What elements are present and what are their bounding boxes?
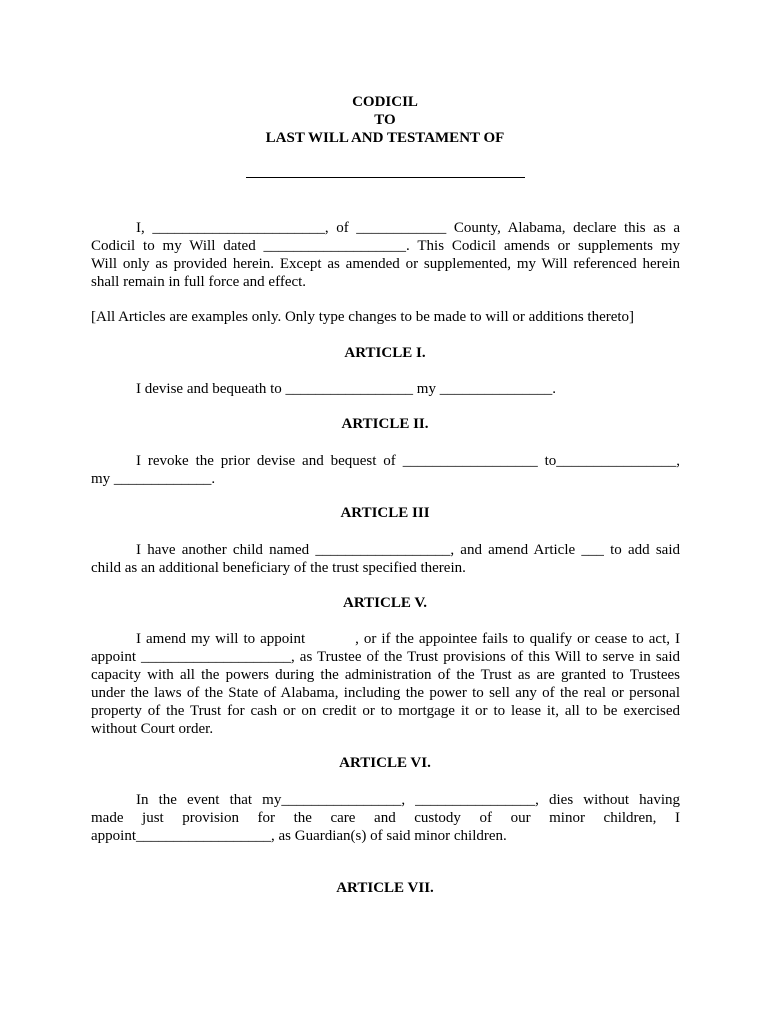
article-1-heading: ARTICLE I. [344,345,426,361]
article-2-line-1: I revoke the prior devise and bequest of __________________ to________________, [136,453,680,469]
intro-line-2: Codicil to my Will dated ___________________. This Codicil amends or supplements my [91,238,680,254]
article-1-text: I devise and bequeath to _________________ my _______________. [136,381,556,397]
article-5-line-1: I amend my will to appoint , or if the appointee fails to qualify or cease to act, I [136,631,680,647]
article-5-line-4: under the laws of the State of Alabama, including the power to sell any of the real or personal [91,685,680,701]
article-3-heading: ARTICLE III [340,505,430,521]
intro-line-1: I, _______________________, of ____________ County, Alabama, declare this as a [136,220,680,236]
title-codicil: CODICIL [352,94,418,110]
article-3-line-2: child as an additional beneficiary of the trust specified therein. [91,560,466,576]
article-3-paragraph [91,541,680,577]
article-2-line-2: my _____________. [91,471,216,487]
article-7-heading: ARTICLE VII. [336,880,434,896]
title-last-will: LAST WILL AND TESTAMENT OF [265,130,505,146]
article-6-heading: ARTICLE VI. [339,755,431,771]
intro-paragraph [91,219,680,291]
article-6-line-2: made just provision for the care and custody of our minor children, I [91,810,680,826]
article-6-line-1: In the event that my________________, ________________, dies without having [136,792,680,808]
article-5-line-3: capacity with all the powers during the administration of the Trust as are granted to Trustees [91,667,680,683]
article-5-line-2: appoint ____________________, as Trustee of the Trust provisions of this Will to serve in said [91,649,680,665]
article-2-heading: ARTICLE II. [341,416,429,432]
title-to: TO [374,112,396,128]
article-5-paragraph [91,630,680,738]
article-6-line-3: appoint__________________, as Guardian(s) of said minor children. [91,828,507,844]
article-5-line-6: without Court order. [91,721,214,737]
examples-note: [All Articles are examples only. Only type changes to be made to will or additions thereto] [91,309,635,325]
article-2-paragraph [91,452,680,488]
article-6-paragraph [91,791,680,845]
article-5-heading: ARTICLE V. [343,595,427,611]
intro-line-3: Will only as provided herein. Except as amended or supplemented, my Will referenced herein [91,256,680,272]
testator-name-line [246,177,525,178]
article-5-line-5: property of the Trust for cash or on credit or to mortgage it or to lease it, all to be exercised [91,703,680,719]
article-3-line-1: I have another child named __________________, and amend Article ___ to add said [136,542,680,558]
intro-line-4: shall remain in full force and effect. [91,274,307,290]
